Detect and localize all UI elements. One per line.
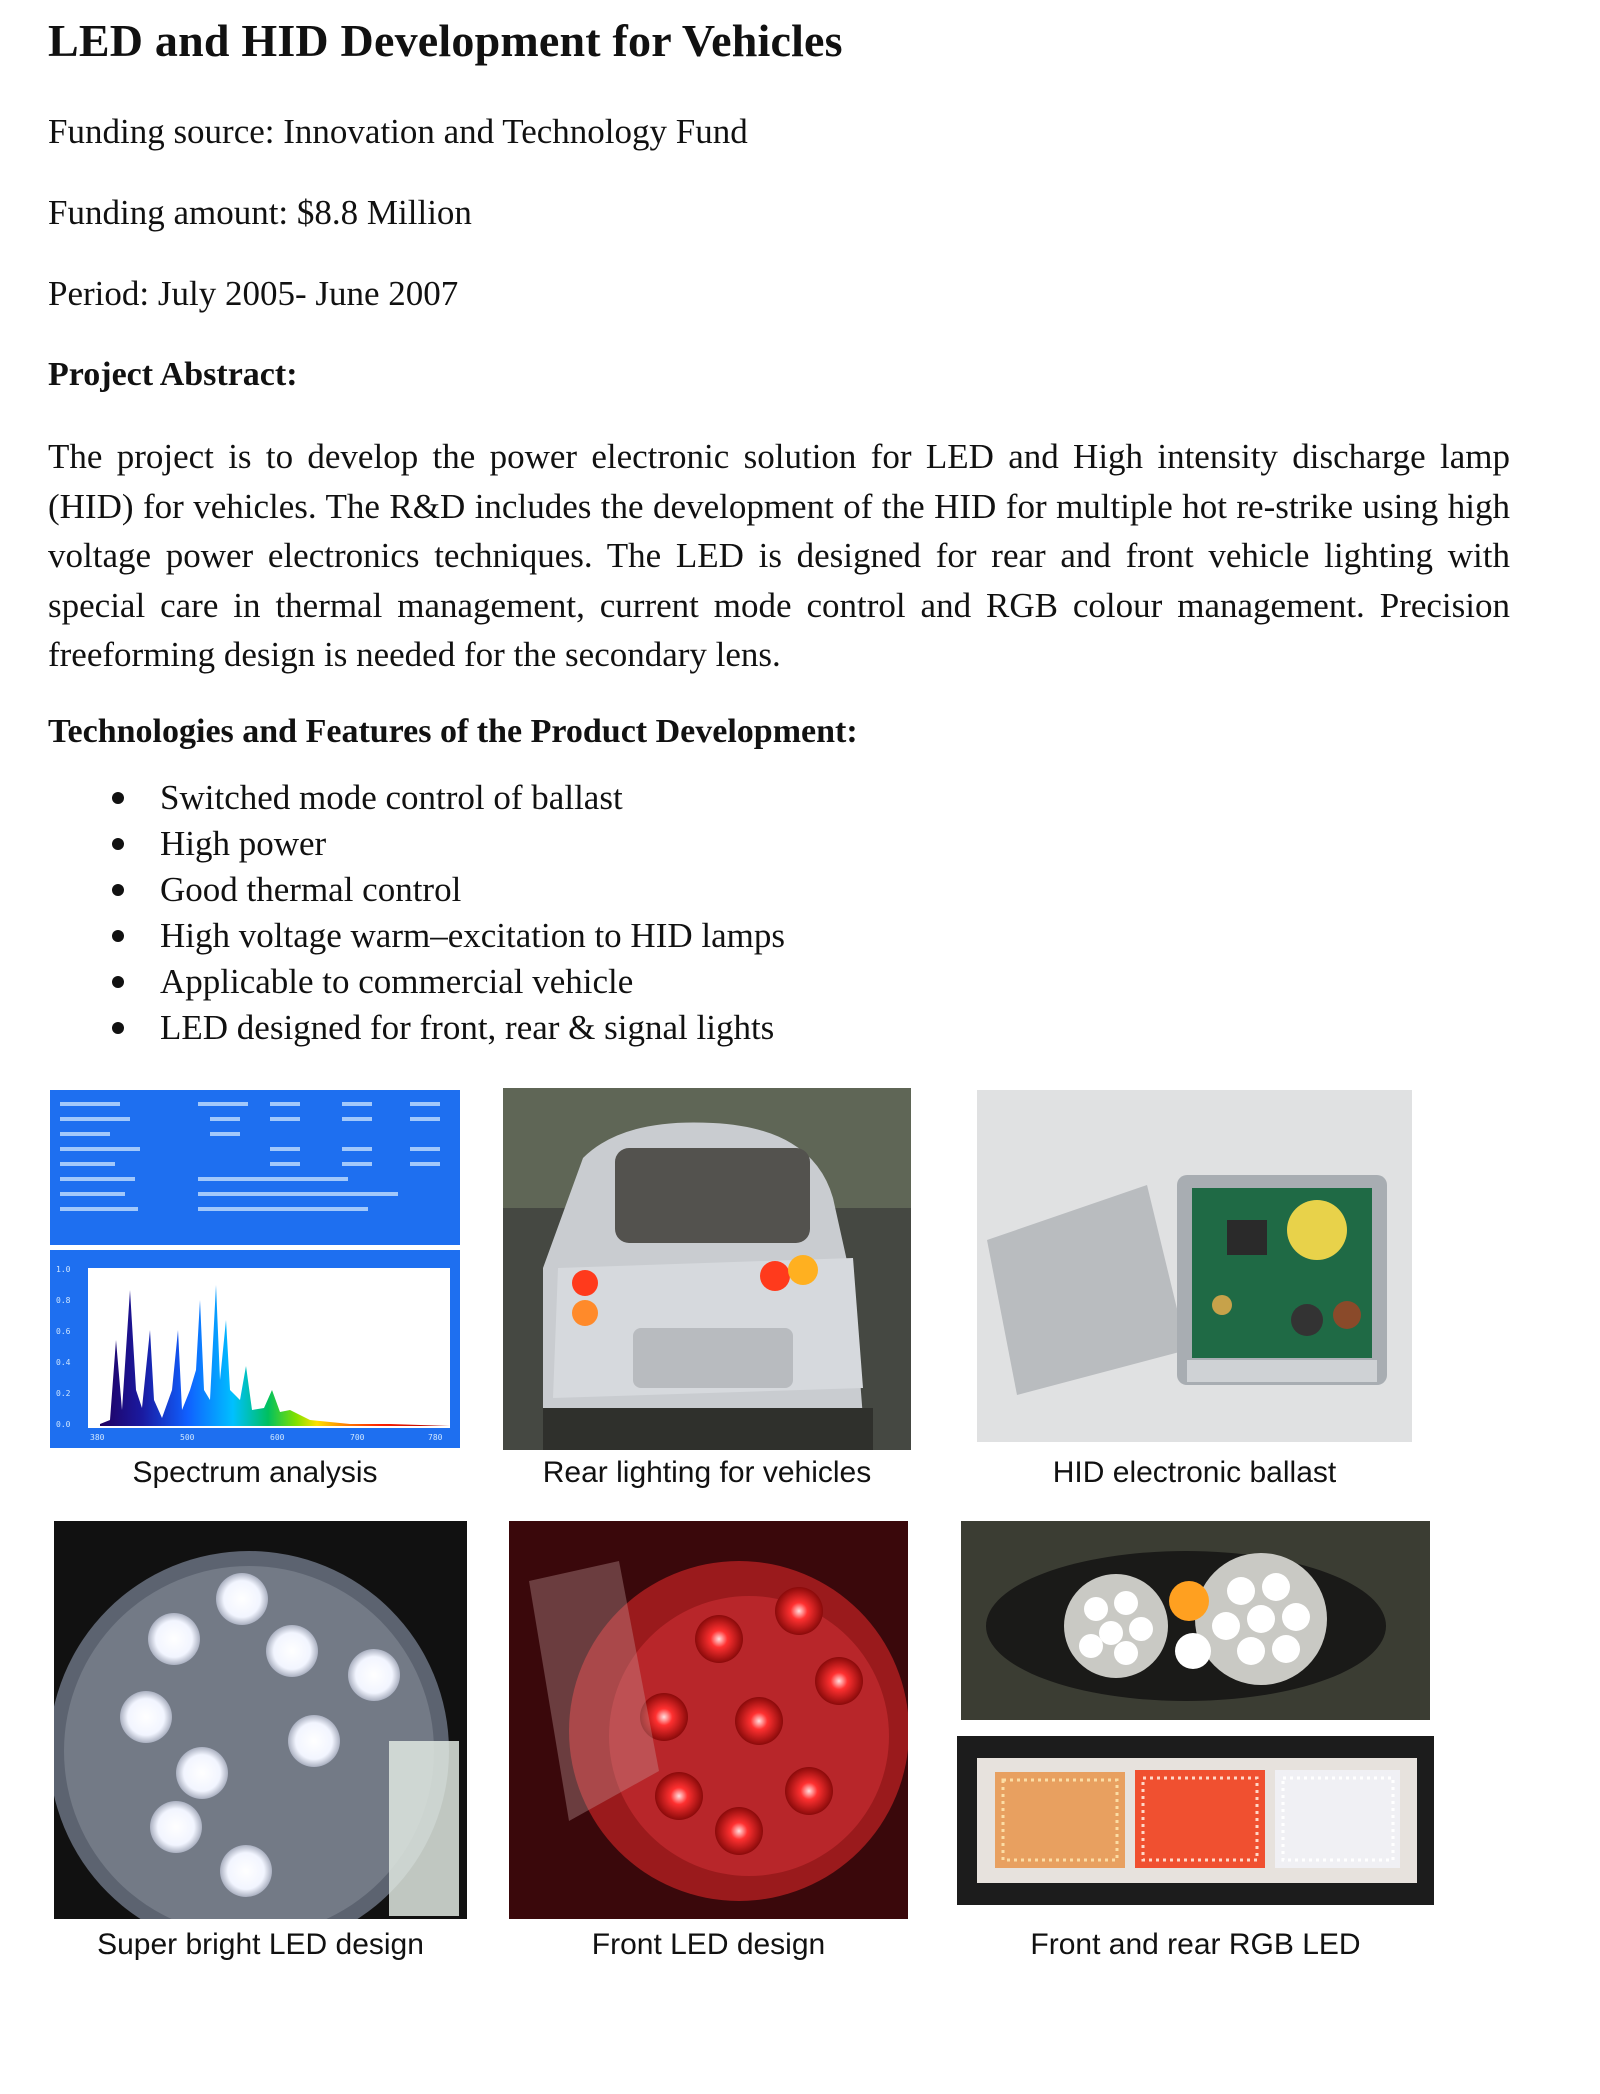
abstract-heading: Project Abstract: <box>48 356 298 393</box>
rgb-led-top-graphic <box>961 1521 1430 1720</box>
hid-ballast-image <box>977 1090 1412 1442</box>
bullet-icon <box>112 884 124 896</box>
spectrum-chart-graphic <box>50 1090 460 1448</box>
super-bright-led-graphic <box>54 1521 467 1919</box>
list-item: LED designed for front, rear & signal lights <box>48 1005 785 1051</box>
bullet-icon <box>112 792 124 804</box>
features-list <box>48 775 785 1051</box>
bullet-icon <box>112 976 124 988</box>
project-period: Period: July 2005- June 2007 <box>48 274 459 313</box>
y-tick: 1.0 <box>56 1265 71 1274</box>
page-title: LED and HID Development for Vehicles <box>48 15 843 66</box>
y-tick: 0.6 <box>56 1327 71 1336</box>
funding-amount: Funding amount: $8.8 Million <box>48 193 472 232</box>
x-tick: 700 <box>350 1433 365 1442</box>
y-tick: 0.0 <box>56 1420 71 1429</box>
list-item: High power <box>48 821 785 867</box>
funding-source: Funding source: Innovation and Technology Fund <box>48 112 748 151</box>
rgb-led-bottom-graphic <box>957 1736 1434 1905</box>
bullet-icon <box>112 1022 124 1034</box>
caption-rear-lighting: Rear lighting for vehicles <box>542 1456 872 1489</box>
bullet-icon <box>112 930 124 942</box>
list-item: Switched mode control of ballast <box>48 775 785 821</box>
list-item: High voltage warm–excitation to HID lamps <box>48 913 785 959</box>
features-heading: Technologies and Features of the Product Development: <box>48 713 858 750</box>
front-led-image <box>509 1521 908 1919</box>
y-tick: 0.4 <box>56 1358 71 1367</box>
list-item: Good thermal control <box>48 867 785 913</box>
abstract-text: The project is to develop the power electronic solution for LED and High intensity discharge lamp (HID) for vehicles. The R&D includes the development of the HID for multiple hot re-strike using high voltage power electronics techniques. The LED is designed for rear and front vehicle lighting with special care in thermal management, current mode control and RGB colour management. Precision freeforming design is needed for the secondary lens. <box>48 437 1510 674</box>
x-tick: 780 <box>428 1433 443 1442</box>
bullet-icon <box>112 838 124 850</box>
x-tick: 500 <box>180 1433 195 1442</box>
rear-lighting-image <box>503 1088 911 1450</box>
x-tick: 380 <box>90 1433 105 1442</box>
spectrum-analysis-image <box>50 1090 460 1448</box>
front-led-graphic <box>509 1521 908 1919</box>
caption-super-bright-led: Super bright LED design <box>97 1928 424 1961</box>
caption-rgb-led: Front and rear RGB LED <box>1030 1928 1361 1961</box>
super-bright-led-image <box>54 1521 467 1919</box>
hid-ballast-graphic <box>977 1090 1412 1442</box>
caption-hid-ballast: HID electronic ballast <box>1052 1456 1337 1489</box>
y-tick: 0.2 <box>56 1389 71 1398</box>
x-tick: 600 <box>270 1433 285 1442</box>
y-tick: 0.8 <box>56 1296 71 1305</box>
rgb-led-image-top <box>961 1521 1430 1720</box>
caption-front-led: Front LED design <box>591 1928 826 1961</box>
list-item: Applicable to commercial vehicle <box>48 959 785 1005</box>
caption-spectrum: Spectrum analysis <box>132 1456 378 1489</box>
rgb-led-image-bottom <box>957 1736 1434 1905</box>
rear-lighting-graphic <box>503 1088 911 1450</box>
